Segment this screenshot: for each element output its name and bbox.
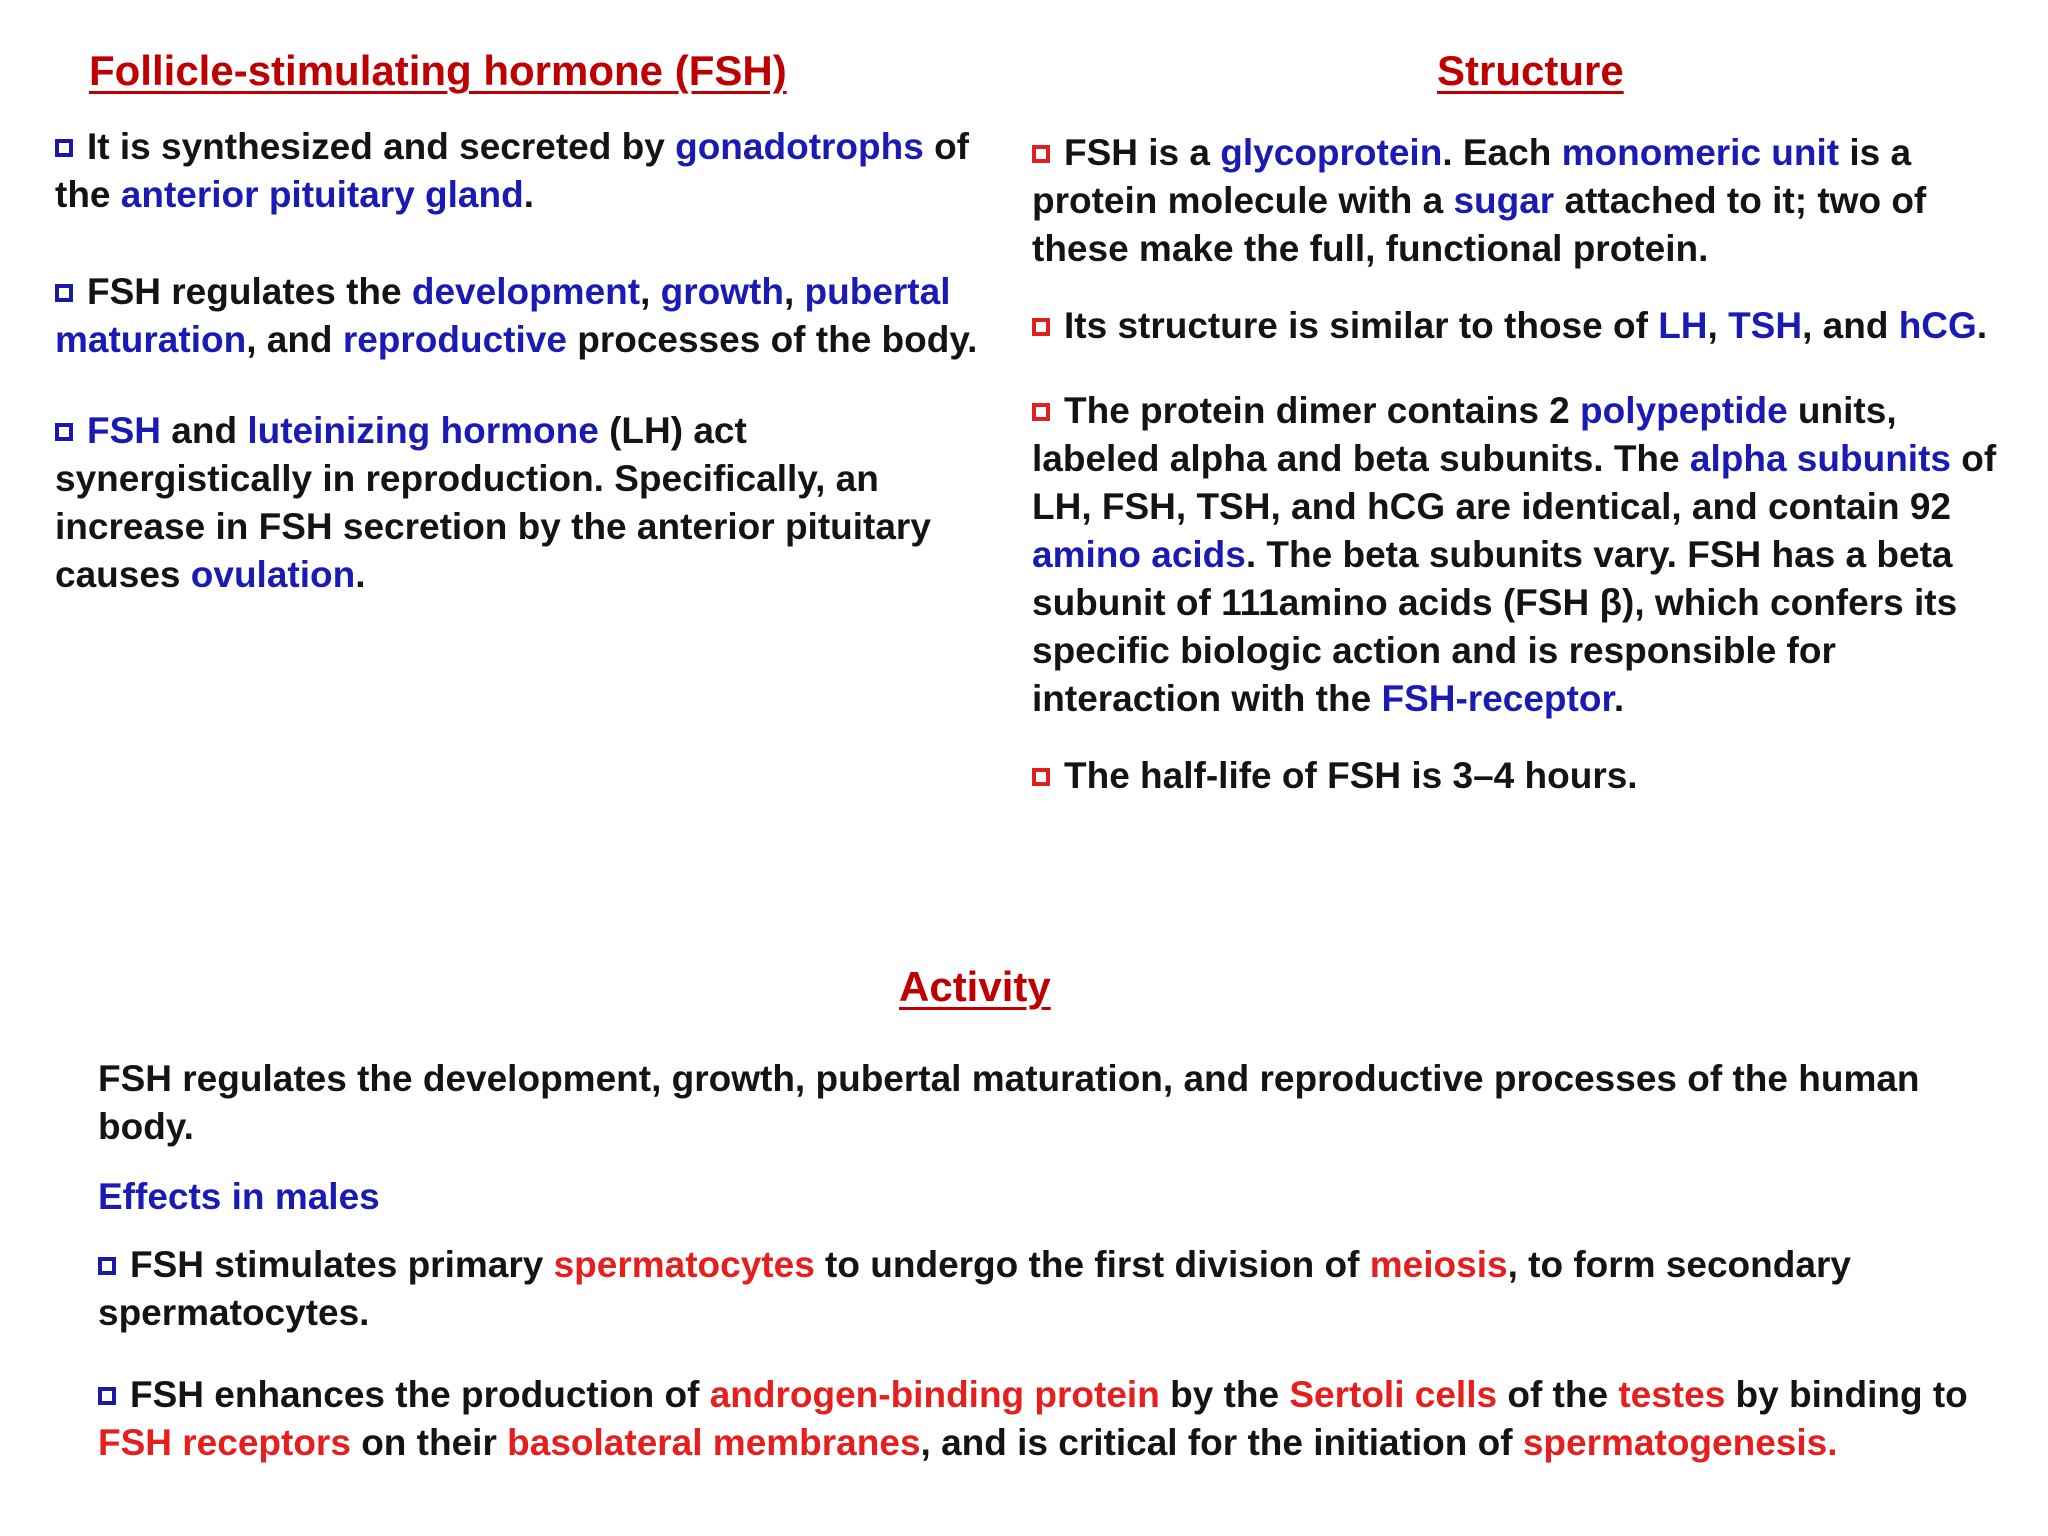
structure-heading: Structure	[1437, 47, 1624, 94]
fsh-bullet-synthesis: It is synthesized and secreted by gonadotrophs of the anterior pituitary gland.	[55, 126, 969, 215]
structure-bullet-similarity: Its structure is similar to those of LH, TSH, and hCG.	[1032, 302, 2002, 350]
checkbox-bullet-icon	[1032, 768, 1050, 786]
structure-bullet-dimer: The protein dimer contains 2 polypeptide units, labeled alpha and beta subunits. The alpha subunits of LH, FSH, TSH, and hCG are identical, and contain 92 amino acids. The beta subunits vary. FSH has a beta subunit of 111amino acids (FSH β), which confers its specific biologic action and is responsible for interaction with the FSH-receptor.	[1032, 390, 1997, 719]
checkbox-bullet-icon	[55, 284, 73, 302]
activity-section	[98, 1055, 1998, 1467]
checkbox-bullet-icon	[98, 1257, 116, 1275]
checkbox-bullet-icon	[55, 423, 73, 441]
structure-bullet-glycoprotein: FSH is a glycoprotein. Each monomeric unit is a protein molecule with a sugar attached to it; two of these make the full, functional protein.	[1032, 132, 1927, 269]
fsh-bullet-regulation: FSH regulates the development, growth, pubertal maturation, and reproductive processes of the body.	[55, 271, 978, 360]
males-bullet-spermatocytes: FSH stimulates primary spermatocytes to undergo the first division of meiosis, to form secondary spermatocytes.	[98, 1244, 1851, 1333]
fsh-bullet-synergy: FSH and luteinizing hormone (LH) act synergistically in reproduction. Specifically, an increase in FSH secretion by the anterior pituitary causes ovulation.	[55, 410, 931, 595]
males-bullet-abp: FSH enhances the production of androgen-binding protein by the Sertoli cells of the testes by binding to FSH receptors on their basolateral membranes, and is critical for the initiation of spermatogenesis.	[98, 1374, 1968, 1463]
checkbox-bullet-icon	[1032, 403, 1050, 421]
checkbox-bullet-icon	[1032, 145, 1050, 163]
checkbox-bullet-icon	[1032, 318, 1050, 336]
structure-column	[1032, 129, 2002, 800]
checkbox-bullet-icon	[98, 1387, 116, 1405]
effects-in-males-subheading: Effects in males	[98, 1176, 380, 1217]
left-column	[55, 123, 980, 599]
structure-bullet-half-life: The half-life of FSH is 3–4 hours.	[1032, 752, 2002, 800]
fsh-heading: Follicle-stimulating hormone (FSH)	[89, 47, 787, 94]
checkbox-bullet-icon	[55, 139, 73, 157]
activity-heading: Activity	[899, 963, 1051, 1010]
activity-intro: FSH regulates the development, growth, pubertal maturation, and reproductive processes of the human body.	[98, 1058, 1920, 1147]
